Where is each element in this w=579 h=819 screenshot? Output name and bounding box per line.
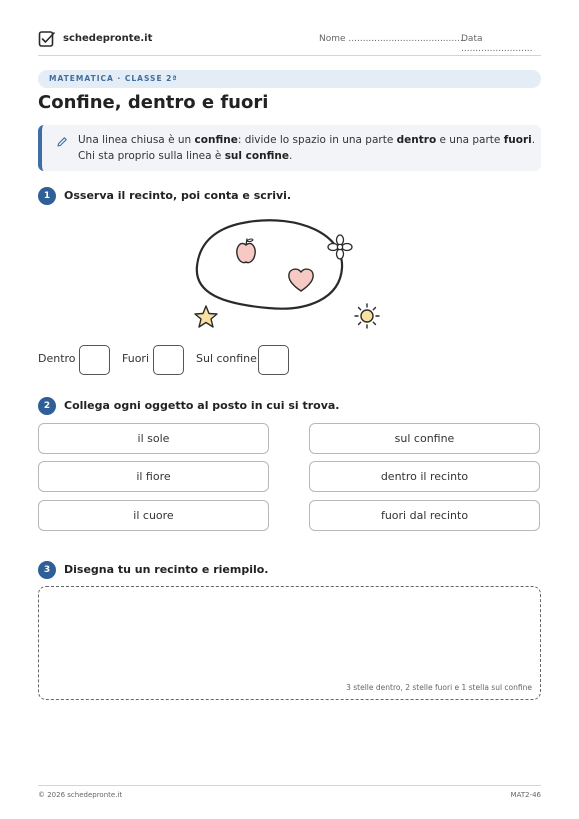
fence-boundary [197, 220, 342, 308]
fuori-answer-box[interactable] [153, 345, 184, 375]
fence-scene [188, 212, 388, 340]
note-line-1: Una linea chiusa è un confine: divide lo spazio in una parte dentro e una parte fuori. [78, 134, 536, 146]
apple-icon [237, 239, 255, 263]
drawing-area[interactable] [38, 586, 541, 700]
checklist-icon [38, 30, 56, 48]
match-item-left[interactable]: il fiore [38, 461, 269, 492]
page-title: Confine, dentro e fuori [38, 92, 269, 113]
star-icon [195, 306, 217, 327]
match-item-right[interactable]: fuori dal recinto [309, 500, 540, 531]
page-header [38, 30, 541, 56]
question-number: 2 [38, 397, 56, 415]
data-field[interactable]: Data ......................... [461, 34, 533, 54]
question-number: 3 [38, 561, 56, 579]
pencil-icon [56, 136, 68, 148]
heart-icon [289, 269, 313, 291]
definition-note [38, 125, 541, 171]
confine-label: Sul confine [196, 352, 257, 365]
nome-field[interactable]: Nome ......................................... [319, 34, 466, 44]
dentro-answer-box[interactable] [79, 345, 110, 375]
match-item-left[interactable]: il sole [38, 423, 269, 454]
question-text: Disegna tu un recinto e riempilo. [64, 563, 269, 576]
note-line-2: Chi sta proprio sulla linea è sul confine. [78, 150, 293, 162]
brand-name: schedepronte.it [63, 33, 153, 44]
question-text: Collega ogni oggetto al posto in cui si trova. [64, 399, 340, 412]
subject-banner [38, 70, 541, 88]
page-footer [38, 785, 541, 805]
question-text: Osserva il recinto, poi conta e scrivi. [64, 189, 292, 202]
worksheet-code: MAT2-46 [510, 791, 541, 799]
copyright: © 2026 schedepronte.it [38, 791, 123, 799]
drawing-hint: 3 stelle dentro, 2 stelle fuori e 1 stella sul confine [346, 683, 532, 692]
match-item-right[interactable]: sul confine [309, 423, 540, 454]
question-number: 1 [38, 187, 56, 205]
match-item-left[interactable]: il cuore [38, 500, 269, 531]
match-item-right[interactable]: dentro il recinto [309, 461, 540, 492]
fuori-label: Fuori [122, 352, 150, 365]
subject-label: MATEMATICA · CLASSE 2ª [49, 74, 178, 83]
confine-answer-box[interactable] [258, 345, 289, 375]
dentro-label: Dentro [38, 352, 76, 365]
sun-icon [355, 304, 379, 328]
flower-icon [328, 235, 352, 259]
